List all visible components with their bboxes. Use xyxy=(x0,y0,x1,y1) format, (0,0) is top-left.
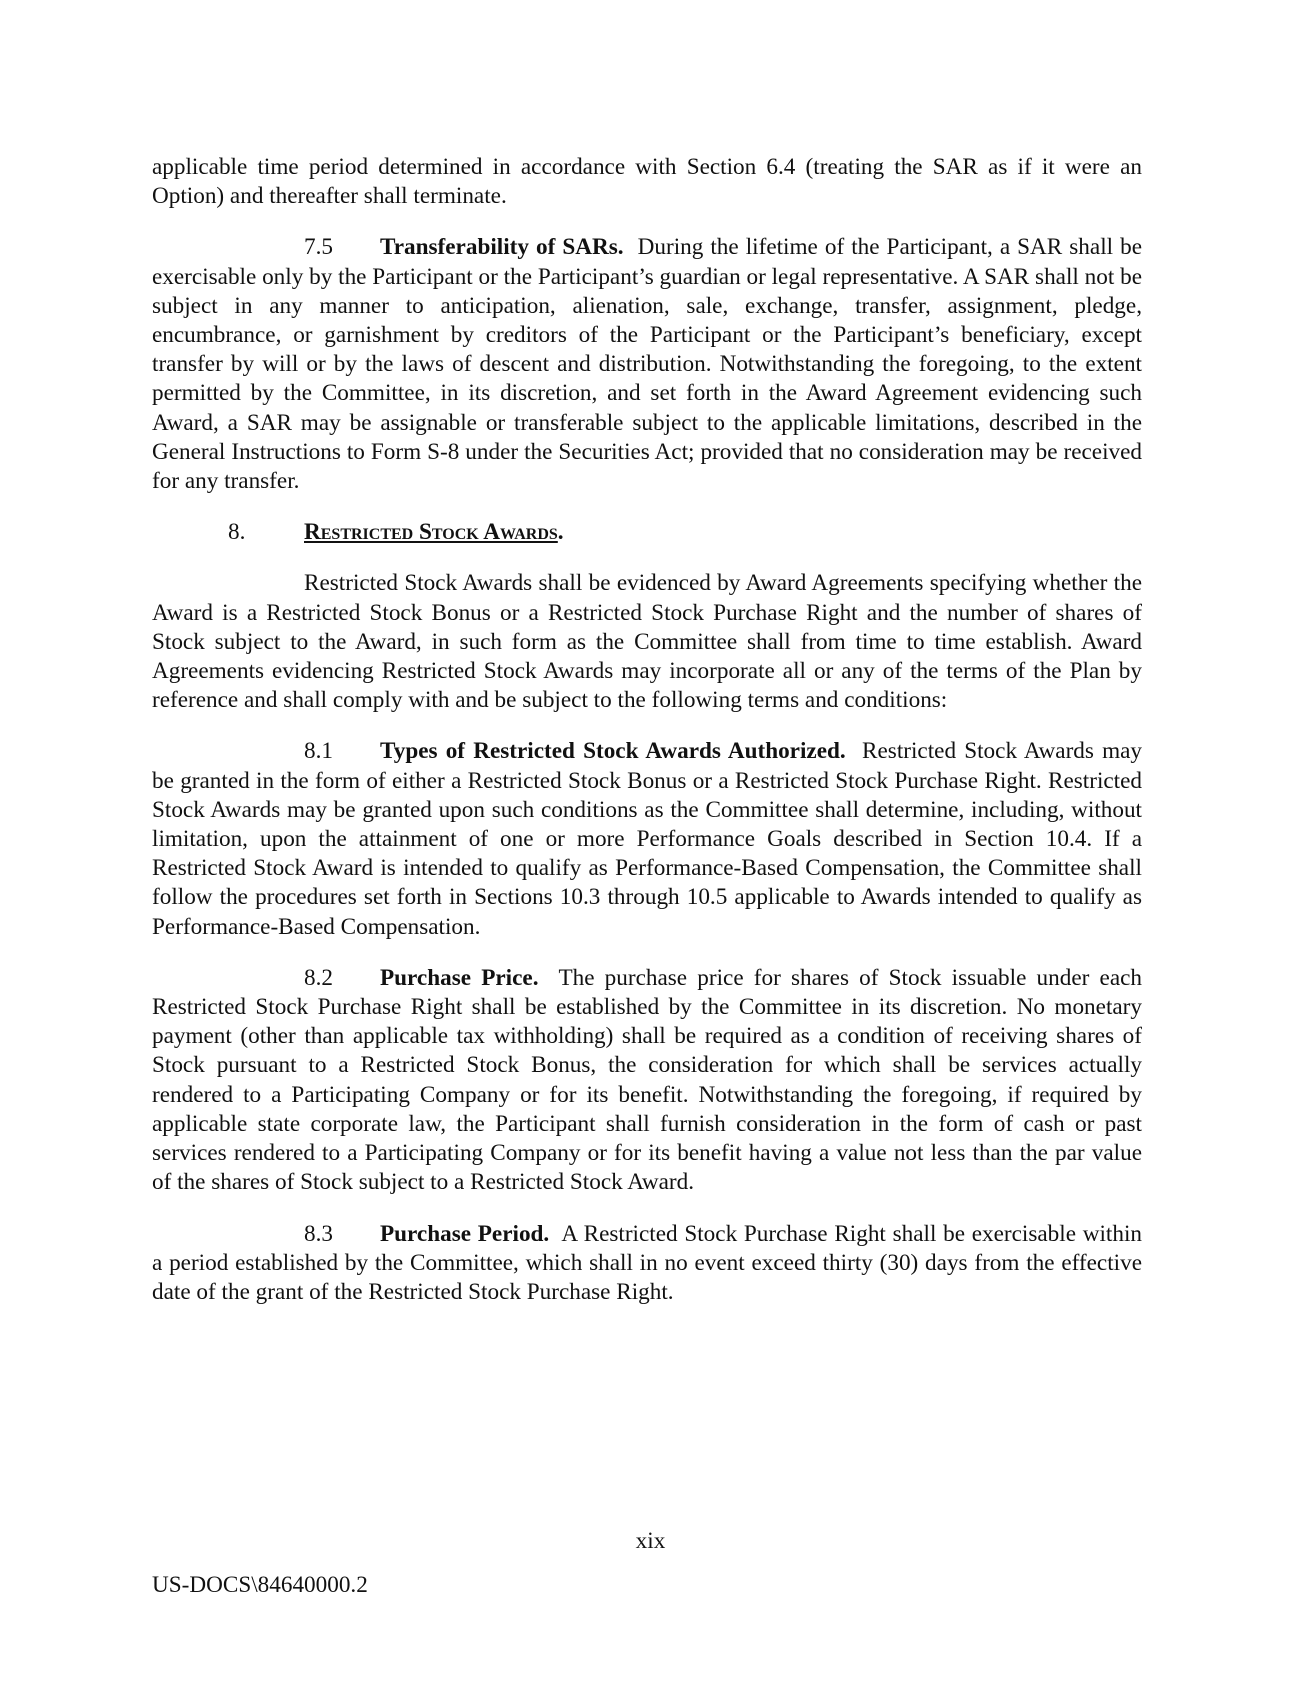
section-number: 8. xyxy=(228,519,246,546)
section-number: 8.3 xyxy=(304,1220,333,1247)
page-number: xix xyxy=(635,1528,666,1554)
section-8-3 xyxy=(152,1220,1142,1308)
paragraph-continuation: applicable time period determined in accordance with Section 6.4 (treating the SAR as if it were an Option) and thereafter shall terminate. xyxy=(152,154,1142,210)
section-heading: Purchase Price. xyxy=(380,964,539,991)
section-8-1 xyxy=(152,737,1142,941)
section-heading: Purchase Period. xyxy=(380,1220,550,1247)
section-text: Restricted Stock Awards may be granted in the form of either a Restricted Stock Bonus or a Restricted Stock Purchase Right. Restricted Stock Awards may be granted upon such conditions as the Committee shall determine, including, without limitation, upon the attainment of one or more Performance Goals described in Section 10.4. If a Restricted Stock Award is intended to qualify as Performance-Based Compensation, the Committee shall follow the procedures set forth in Sections 10.3 through 10.5 applicable to Awards intended to qualify as Performance-Based Compensation. xyxy=(152,738,1143,940)
section-number: 7.5 xyxy=(304,234,333,261)
section-8-heading xyxy=(152,518,1142,547)
section-7-5 xyxy=(152,233,1142,496)
section-title-period: . xyxy=(557,519,564,546)
section-8-2 xyxy=(152,964,1142,1198)
section-heading: Transferability of SARs. xyxy=(380,234,624,261)
section-8-intro: Restricted Stock Awards shall be evidenced by Award Agreements specifying whether the Award is a Restricted Stock Bonus or a Restricted Stock Purchase Right and the number of shares of Stock subject to the Award, in such form as the Committee shall from time to time establish. Award Agreements evidencing Restricted Stock Awards may incorporate all or any of the terms of the Plan by reference and shall comply with and be subject to the following terms and conditions: xyxy=(152,570,1142,714)
section-title: Restricted Stock Awards xyxy=(304,519,558,546)
section-heading: Types of Restricted Stock Awards Authorized. xyxy=(380,738,846,765)
section-text: During the lifetime of the Participant, a SAR shall be exercisable only by the Participant or the Participant’s guardian or legal representative. A SAR shall not be subject in any manner to anticipation, alienation, sale, exchange, transfer, assignment, pledge, encumbrance, or garnishment by creditors of the Participant or the Participant’s beneficiary, except transfer by will or by the laws of descent and distribution. Notwithstanding the foregoing, to the extent permitted by the Committee, in its discretion, and set forth in the Award Agreement evidencing such Award, a SAR may be assignable or transferable subject to the applicable limitations, described in the General Instructions to Form S-8 under the Securities Act; provided that no consideration may be received for any transfer. xyxy=(152,234,1142,495)
document-id: US-DOCS\84640000.2 xyxy=(152,1572,368,1598)
document-body xyxy=(152,153,1142,1307)
section-text: A Restricted Stock Purchase Right shall be exercisable within a period established by the Committee, which shall in no event exceed thirty (30) days from the effective date of the grant of the Restricted Stock Purchase Right. xyxy=(152,1220,1142,1305)
section-number: 8.2 xyxy=(304,964,333,991)
section-number: 8.1 xyxy=(304,738,333,765)
section-text: The purchase price for shares of Stock issuable under each Restricted Stock Purchase Right shall be established by the Committee in its discretion. No monetary payment (other than applicable tax withholding) shall be required as a condition of receiving shares of Stock pursuant to a Restricted Stock Bonus, the consideration for which shall be services actually rendered to a Participating Company or for its benefit. Notwithstanding the foregoing, if required by applicable state corporate law, the Participant shall furnish consideration in the form of cash or past services rendered to a Participating Company or for its benefit having a value not less than the par value of the shares of Stock subject to a Restricted Stock Award. xyxy=(152,964,1142,1196)
